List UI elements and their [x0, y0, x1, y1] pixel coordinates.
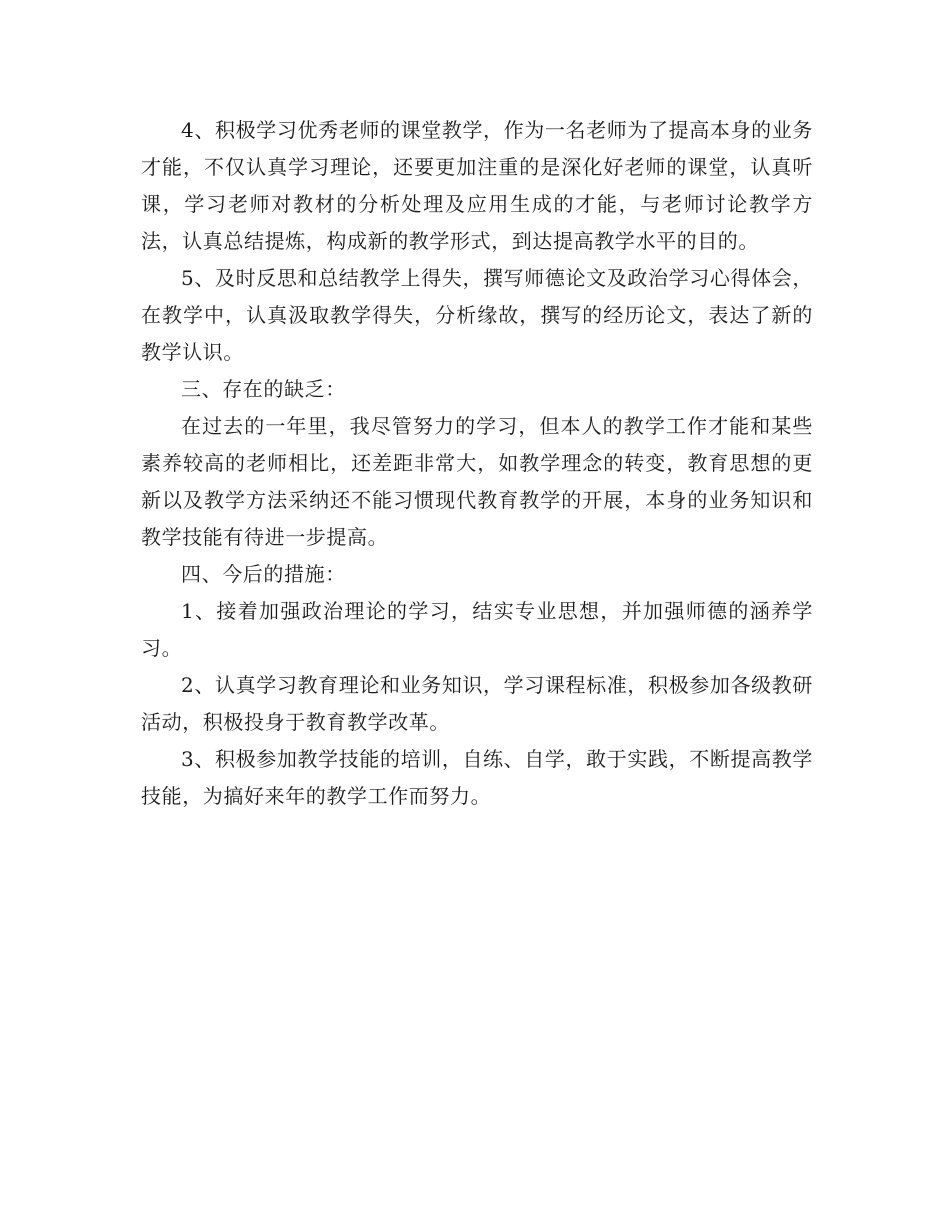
measure-item-2: 2、认真学习教育理论和业务知识，学习课程标准，积极参加各级教研活动，积极投身于教育教学改革。 [141, 673, 813, 734]
paragraph-shortcomings: 在过去的一年里，我尽管努力的学习，但本人的教学工作才能和某些素养较高的老师相比，还差距非常大，如教学理念的转变，教育思想的更新以及教学方法采纳还不能习惯现代教育教学的开展，本身的业务知识和教学技能有待进一步提高。 [141, 414, 813, 549]
measure-item-3: 3、积极参加教学技能的培训，自练、自学，敢于实践，不断提高教学技能，为搞好来年的教学工作而努力。 [141, 747, 813, 808]
measure-item-1: 1、接着加强政治理论的学习，结实专业思想，并加强师德的涵养学习。 [141, 599, 813, 660]
document-body [141, 112, 813, 815]
paragraph-item-5: 5、及时反思和总结教学上得失，撰写师德论文及政治学习心得体会，在教学中，认真汲取教学得失，分析缘故，撰写的经历论文，表达了新的教学认识。 [141, 266, 813, 364]
paragraph-item-4: 4、积极学习优秀老师的课堂教学，作为一名老师为了提高本身的业务才能，不仅认真学习理论，还要更加注重的是深化好老师的课堂，认真听课，学习老师对教材的分析处理及应用生成的才能，与老师讨论教学方法，认真总结提炼，构成新的教学形式，到达提高教学水平的目的。 [141, 118, 813, 253]
section-heading-measures: 四、今后的措施： [181, 562, 346, 586]
section-heading-shortcomings: 三、存在的缺乏： [181, 377, 346, 401]
